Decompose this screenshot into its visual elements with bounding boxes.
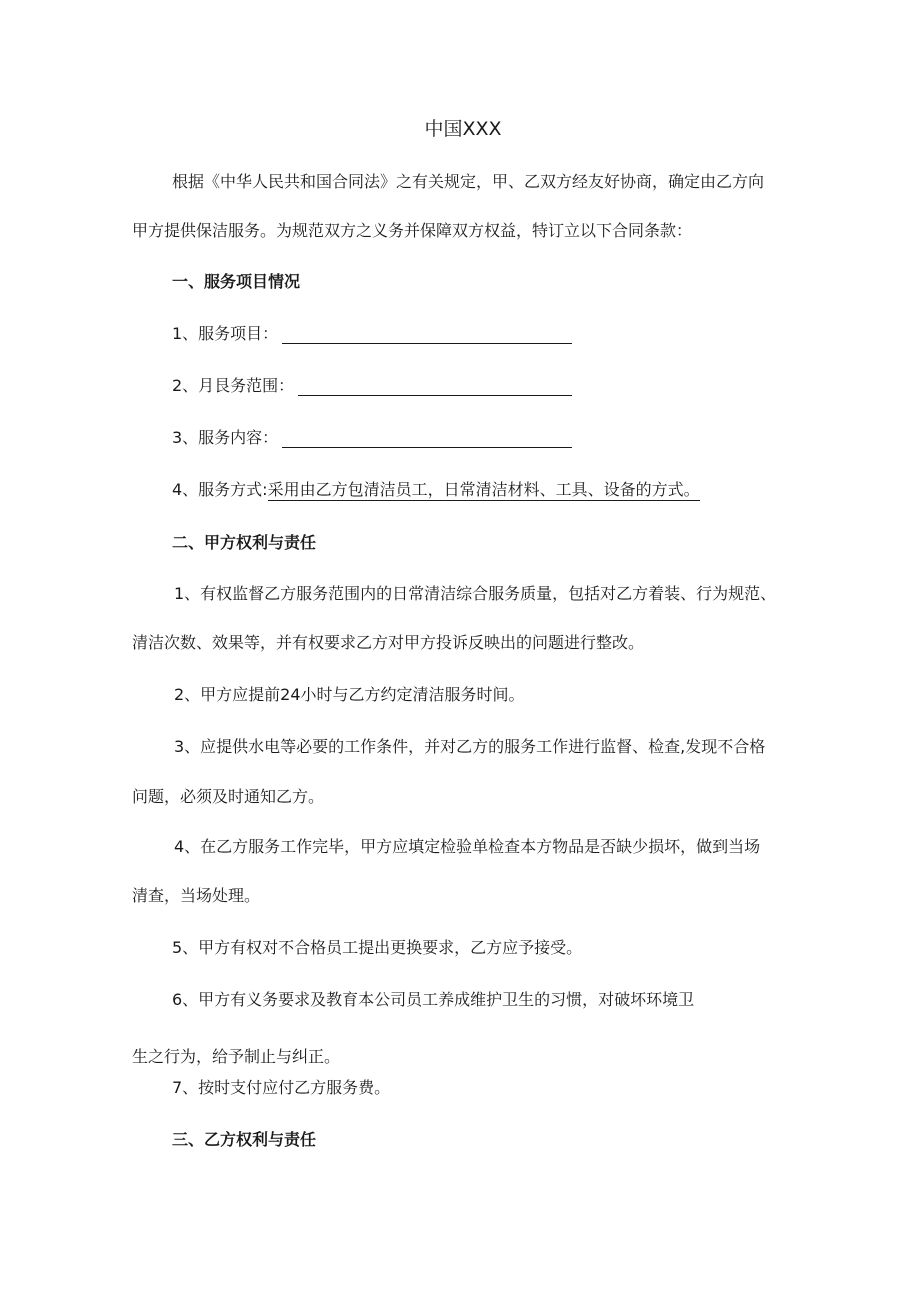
service-scope-blank[interactable] — [298, 377, 572, 396]
service-content-blank[interactable] — [282, 429, 572, 448]
intro-line-2: 甲方提供保洁服务。为规范双方之义务并保障双方权益，特订立以下合同条款： — [132, 221, 693, 240]
clause-2-5: 5、甲方有权对不合格员工提出更换要求，乙方应予接受。 — [172, 938, 583, 957]
clause-2-2: 2、甲方应提前24小时与乙方约定清洁服务时间。 — [174, 685, 525, 704]
section-1-heading: 一、服务项目情况 — [172, 272, 301, 291]
clause-2-3-line-1: 3、应提供水电等必要的工作条件，并对乙方的服务工作进行监督、检查,发现不合格 — [174, 737, 766, 756]
intro-line-1: 根据《中华人民共和国合同法》之有关规定，甲、乙双方经友好协商，确定由乙方向 — [172, 172, 765, 191]
clause-2-3-line-2: 问题，必须及时通知乙方。 — [132, 787, 325, 806]
clause-2-1-line-2: 清洁次数、效果等，并有权要求乙方对甲方投诉反映出的问题进行整改。 — [132, 633, 645, 652]
clause-2-6-line-1: 6、甲方有义务要求及教育本公司员工养成维护卫生的习惯，对破坏环境卫 — [172, 990, 695, 1009]
clause-2-1-line-1: 1、有权监督乙方服务范围内的日常清洁综合服务质量，包括对乙方着装、行为规范、 — [174, 584, 777, 603]
service-method-label: 4、服务方式: — [172, 480, 268, 499]
service-content-row — [172, 428, 572, 448]
clause-2-7: 7、按时支付应付乙方服务费。 — [172, 1078, 391, 1097]
document-title: 中国XXX — [424, 118, 502, 140]
service-item-label: 1、服务项目： — [172, 324, 279, 343]
service-content-label: 3、服务内容： — [172, 428, 279, 447]
service-method-value: 采用由乙方包清洁员工，日常清洁材料、工具、设备的方式。 — [267, 480, 700, 499]
clause-2-6-line-2: 生之行为，给予制止与纠正。 — [132, 1047, 341, 1066]
clause-2-4-line-2: 清查，当场处理。 — [132, 886, 261, 905]
service-item-row — [172, 324, 572, 344]
service-scope-row — [172, 376, 572, 396]
section-2-heading: 二、甲方权利与责任 — [172, 533, 317, 552]
clause-2-4-line-1: 4、在乙方服务工作完毕，甲方应填定检验单检查本方物品是否缺少损坏，做到当场 — [174, 837, 761, 856]
service-scope-label: 2、月艮务范围： — [172, 376, 295, 395]
service-method-row — [172, 480, 700, 500]
section-3-heading: 三、乙方权利与责任 — [172, 1130, 317, 1149]
service-item-blank[interactable] — [282, 325, 572, 344]
